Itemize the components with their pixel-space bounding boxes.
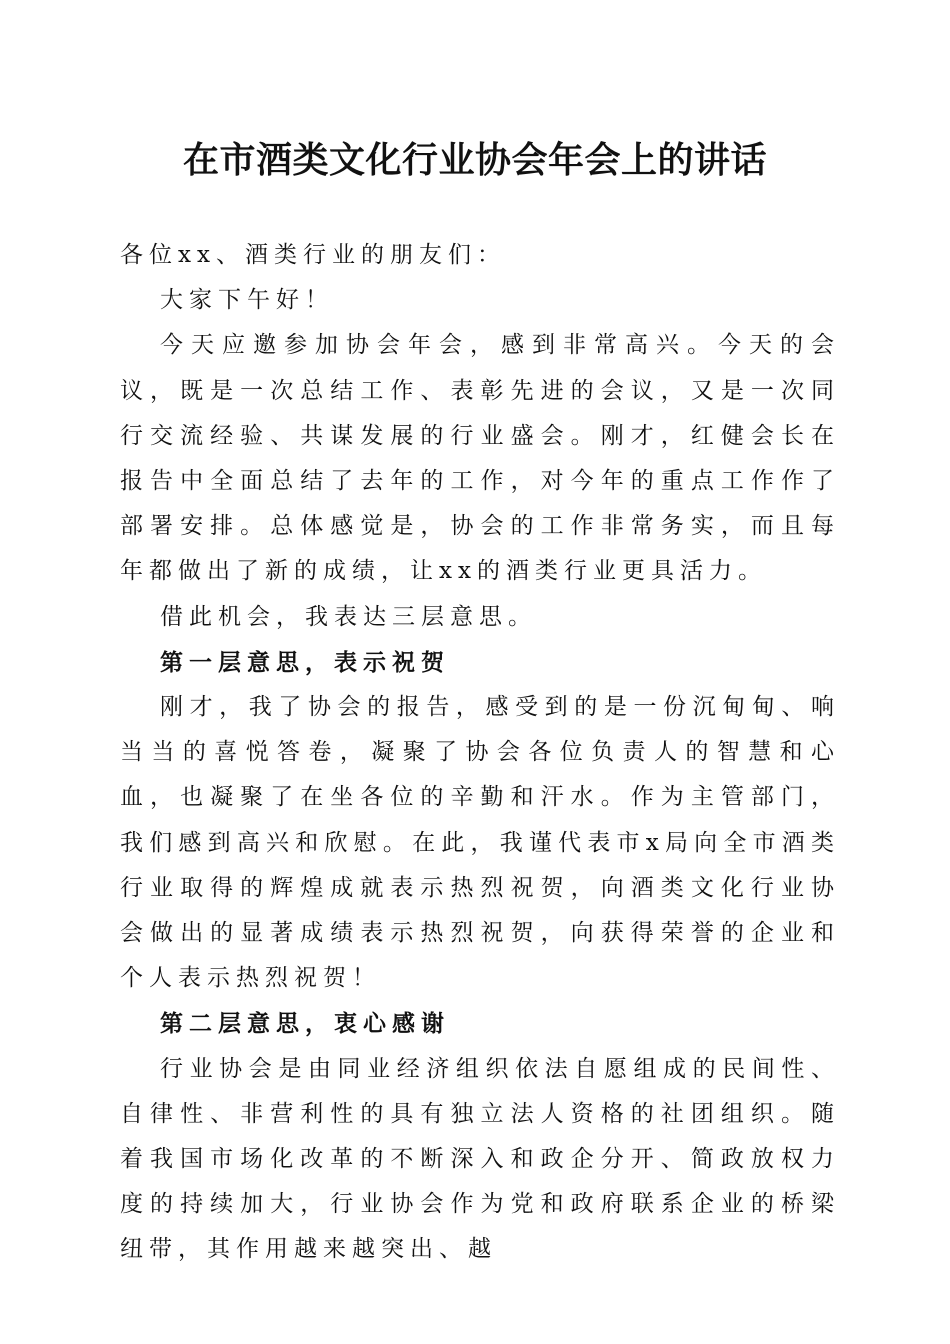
greeting: 大家下午好！: [160, 287, 334, 314]
paragraph-congratulations: 刚才，我了协会的报告，感受到的是一份沉甸甸、响当当的喜悦答卷，凝聚了协会各位负责人的智慧和心血，也凝聚了在坐各位的辛勤和汗水。作为主管部门，我们感到高兴和欣慰。在此，我谨代表市x局向全市酒类行业取得的辉煌成就表示热烈祝贺，向酒类文化行业协会做出的显著成绩表示热烈祝贺，向获得荣誉的企业和个人表示热烈祝贺！: [120, 694, 840, 992]
document-body: [120, 233, 840, 1273]
section-heading-congratulations: 第一层意思，表示祝贺: [160, 648, 450, 676]
salutation: 各位xx、酒类行业的朋友们：: [120, 242, 506, 268]
document-title: 在市酒类文化行业协会年会上的讲话: [182, 139, 767, 181]
section-heading-thanks: 第二层意思，衷心感谢: [160, 1010, 450, 1038]
paragraph-three-points: 借此机会，我表达三层意思。: [160, 603, 537, 630]
paragraph-intro: 今天应邀参加协会年会，感到非常高兴。今天的会议，既是一次总结工作、表彰先进的会议，又是一次同行交流经验、共谋发展的行业盛会。刚才，红健会长在报告中全面总结了去年的工作，对今年的重点工作作了部署安排。总体感觉是，协会的工作非常务实，而且每年都做出了新的成绩，让xx的酒类行业更具活力。: [120, 332, 840, 585]
paragraph-thanks: 行业协会是由同业经济组织依法自愿组成的民间性、自律性、非营利性的具有独立法人资格的社团组织。随着我国市场化改革的不断深入和政企分开、简政放权力度的持续加大，行业协会作为党和政府联系企业的桥梁纽带，其作用越来越突出、越: [120, 1055, 840, 1263]
